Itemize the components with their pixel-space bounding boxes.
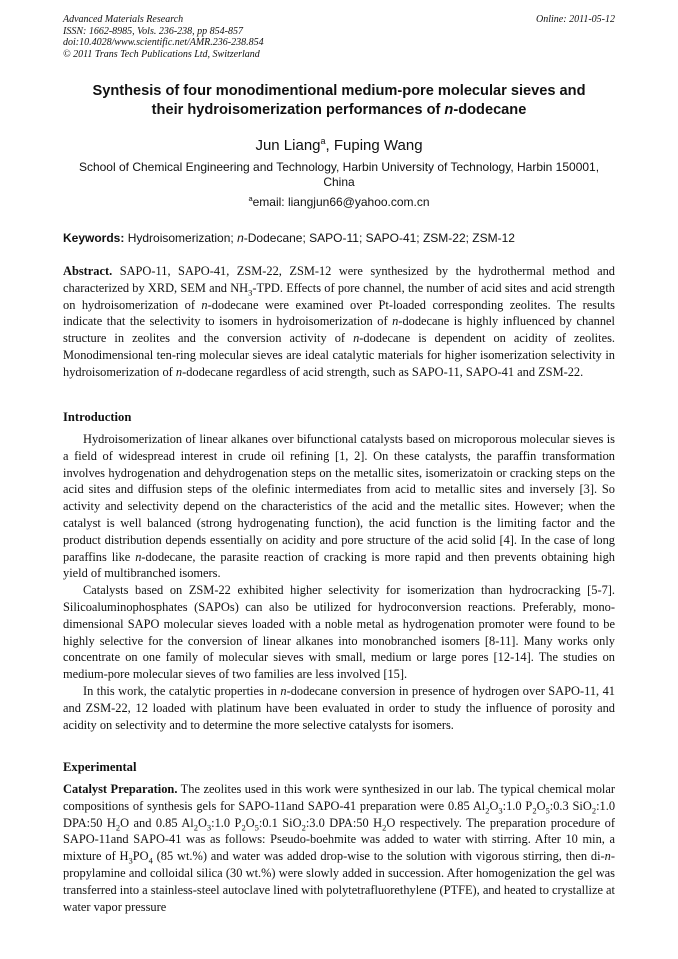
- journal-name: Advanced Materials Research: [63, 14, 184, 25]
- experimental-body: [63, 781, 615, 915]
- copyright-line: © 2011 Trans Tech Publications Ltd, Switzerland: [63, 48, 260, 60]
- catalyst-preparation-paragraph: Catalyst Preparation. The zeolites used in this work were synthesized in our lab. The typical chemical molar compositions of synthesis gels for SAPO-11and SAPO-41 preparation were 0.85 $Al_2O_3:1.0$ $P_2O_5:0.3$ SiO$_2$:1.0 DPA:50 $H_2O$ and 0.85 $Al_2O_3:1.0$ $P_2O_5:0.1$ SiO$_2$:3.0 DPA:50 $H_2O$ respectively. The preparation procedure of SAPO-11and SAPO-41 was as follows: Pseudo-boehmite was added to water with stirring. After 10 min, a mixture of $H_3PO_4$ (85 wt.%) and water was added drop-wise to the solution with vigorous stirring, then di-n-propylamine and colloidal silica (30 wt.%) were slowly added in succession. After homogenization the gel was transferred into a stainless-steel autoclave lined with polytetrafluorethylene (PTFE), and heated to crystallize at water vapor pressure: [63, 782, 616, 914]
- section-heading-experimental: Experimental: [63, 760, 137, 774]
- author-1: Jun Liang: [255, 137, 321, 154]
- doi-line: doi:10.4028/www.scientific.net/AMR.236-238.854: [63, 37, 264, 48]
- author-2: Fuping Wang: [333, 137, 423, 154]
- abstract-label: Abstract.: [63, 264, 113, 278]
- title-line-1: Synthesis of four monodimentional medium-pore molecular sieves and: [92, 83, 586, 99]
- section-heading-introduction: Introduction: [63, 410, 132, 424]
- abstract: Abstract. SAPO-11, SAPO-41, ZSM-22, ZSM-12 were synthesized by the hydrothermal method and characterized by XRD, SEM and $NH_3$-TPD. Effects of pore channel, the number of acid sites and acid strength on hydroisomerization of n-dodecane were examined over Pt-loaded corresponding zeolites. The results indicate that the selectivity to isomers in hydroisomerization of n-dodecane is highly influenced by channel structure in zeolites and the conversion activity of n-dodecane is dependent on acidity of zeolites. Monodimensional ten-ring molecular sieves are ideal catalytic materials for higher isomerization selectivity in hydroisomerization of n-dodecane regardless of acid strength, such as SAPO-11, SAPO-41 and ZSM-22.: [63, 264, 615, 379]
- author-list: Jun Liang$^a$, Fuping Wang: [255, 136, 423, 154]
- online-date: Online: 2011-05-12: [536, 14, 615, 25]
- intro-paragraph-1: Hydroisomerization of linear alkanes over bifunctional catalysts based on microporous molecular sieves is a field of widespread interest in crude oil refining [1, 2]. On these catalysts, the paraffin transformation involves hydrogenation and dehydrogenation steps on the metallic sites, isomerizatoin or cracking steps on the acid sites and diffusion steps of the olefinic intermediates from acid to metallic sites and inversely [3]. So activity and selectivity depend on the characteristics of the acid and the metallic sites. However; when the catalyst is well balanced (strong hydrogenating function), the acid function is the limiting factor and the product distribution depends essentially on acidity and pore structure of the acid solid [4]. In the case of long paraffins like n-dodecane, the parasite reaction of cracking is more rapid and then prevents obtaining high yield of multibranched isomers.: [63, 432, 615, 581]
- keywords-label: Keywords:: [63, 231, 125, 245]
- paper-title: [50, 82, 628, 120]
- title-line-2: their hydroisomerization performances of n-dodecane: [151, 102, 527, 118]
- journal-header: [63, 14, 615, 60]
- introduction-body: [63, 431, 615, 733]
- email-line: $^a$email: liangjun66@yahoo.com.cn: [248, 194, 430, 209]
- intro-paragraph-2: Catalysts based on ZSM-22 exhibited higher selectivity for isomerization than hydrocracking [5-7]. Silicoaluminophosphates (SAPOs) can also be utilized for hydroconversion reactions. Preferably, mono-dimensional SAPO molecular sieves loaded with a noble metal as hydrogenation promoter were found to be highly selective for the conversion of linear alkanes into monobranched isomers [8-11]. Many works only concentrate on one family of molecular sieves with small, medium or large pores [12-14]. The studies on medium-pore molecular sieves of two families are less involved [15].: [63, 583, 615, 682]
- affiliation: School of Chemical Engineering and Technology, Harbin University of Technology, Harbin 150001, China: [78, 160, 600, 189]
- keywords: Keywords: Hydroisomerization; n-Dodecane; SAPO-11; SAPO-41; ZSM-22; ZSM-12: [63, 231, 515, 245]
- intro-paragraph-3: In this work, the catalytic properties in n-dodecane conversion in presence of hydrogen over SAPO-11, 41 and ZSM-22, 12 loaded with platinum have been evaluated in order to study the influence of porosity and acidity on selectivity and to determine the more selective catalysts for isomers.: [63, 683, 615, 732]
- catalyst-preparation-label: Catalyst Preparation.: [63, 782, 178, 796]
- author-1-affil-mark: a: [320, 136, 326, 146]
- issn-line: ISSN: 1662-8985, Vols. 236-238, pp 854-857: [63, 25, 243, 37]
